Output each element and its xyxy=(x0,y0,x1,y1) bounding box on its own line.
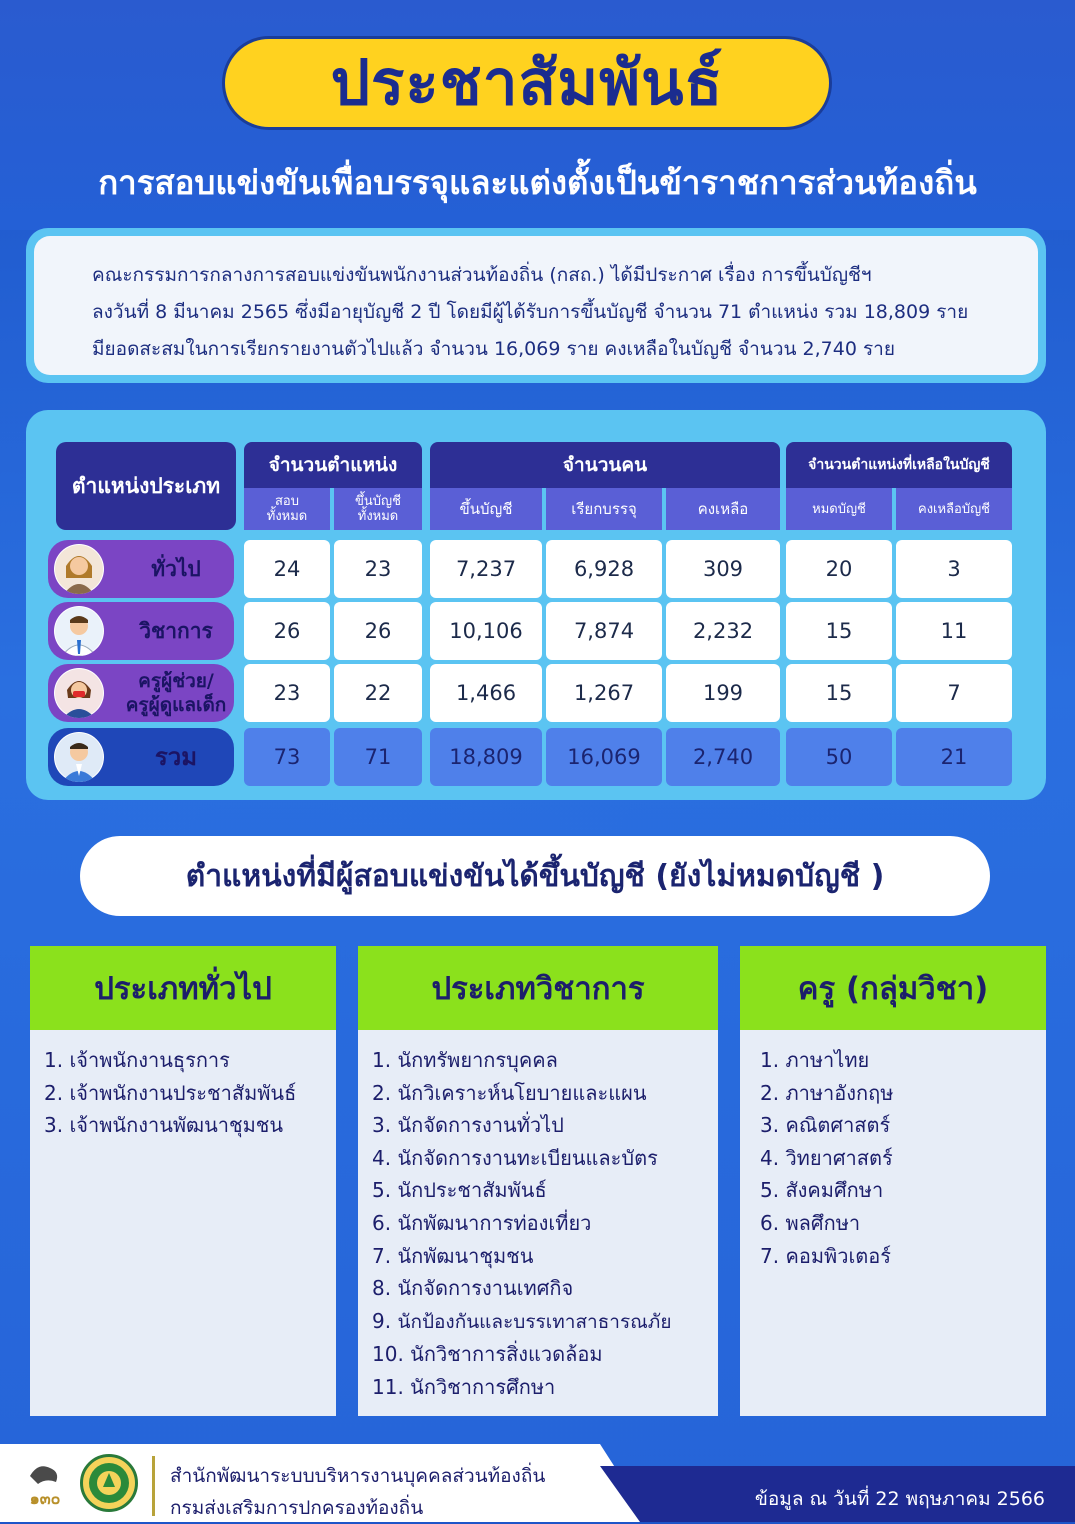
list-item: 4. วิทยาศาสตร์ xyxy=(760,1145,893,1170)
subheader-exam-all: สอบ ทั้งหมด xyxy=(244,488,330,530)
page-title: ประชาสัมพันธ์ xyxy=(330,46,724,119)
table-cell: 1,466 xyxy=(430,664,542,722)
table-cell: 23 xyxy=(244,664,330,722)
row-label-text: ครูผู้ช่วย/ ครูผู้ดูแลเด็ก xyxy=(125,670,227,716)
org-line: สำนักพัฒนาระบบบริหารงานบุคคลส่วนท้องถิ่น xyxy=(170,1465,546,1487)
table-cell: 15 xyxy=(786,602,892,660)
row-label-text: วิชาการ xyxy=(139,619,213,643)
section-title: ตำแหน่งที่มีผู้สอบแข่งขันได้ขึ้นบัญชี (ยังไม่หมดบัญชี ) xyxy=(185,858,885,894)
anniversary-logo-icon xyxy=(16,1454,74,1512)
table-cell: 7,874 xyxy=(546,602,662,660)
list-item: 8. นักจัดการงานเทศกิจ xyxy=(372,1276,574,1301)
list-item: 3. คณิตศาสตร์ xyxy=(760,1113,891,1138)
category-title: ครู (กลุ่มวิชา) xyxy=(740,946,1046,1030)
intro-box xyxy=(26,228,1046,383)
table-cell: 2,232 xyxy=(666,602,780,660)
table-cell: 20 xyxy=(786,540,892,598)
table-total-cell: 71 xyxy=(334,728,422,786)
table-cell: 23 xyxy=(334,540,422,598)
table-cell: 26 xyxy=(334,602,422,660)
page-subtitle: การสอบแข่งขันเพื่อบรรจุและแต่งตั้งเป็นข้าราชการส่วนท้องถิ่น xyxy=(98,163,977,202)
table-total-cell: 73 xyxy=(244,728,330,786)
section-heading xyxy=(80,836,990,916)
intro-text xyxy=(34,236,1038,375)
row-label-academic xyxy=(48,602,234,660)
footer-organization xyxy=(170,1460,545,1524)
list-item: 1. นักทรัพยากรบุคคล xyxy=(372,1048,558,1072)
row-label-total xyxy=(48,728,234,786)
table-cell: 1,267 xyxy=(546,664,662,722)
department-seal-icon xyxy=(80,1454,138,1512)
row-label-text: รวม xyxy=(154,743,198,771)
header-type: ตำแหน่งประเภท xyxy=(56,442,236,530)
category-title: ประเภททั่วไป xyxy=(30,946,336,1030)
person-avatar-icon xyxy=(54,732,104,782)
subheader-listed: ขึ้นบัญชี xyxy=(430,488,542,530)
row-label-general xyxy=(48,540,234,598)
position-list xyxy=(740,1030,1046,1272)
woman-avatar-icon xyxy=(54,544,104,594)
teacher-avatar-icon xyxy=(54,668,104,718)
header-remaining-positions: จำนวนตำแหน่งที่เหลือในบัญชี xyxy=(786,442,1012,488)
list-item: 10. นักวิชาการสิ่งแวดล้อม xyxy=(372,1342,603,1367)
doctor-avatar-icon xyxy=(54,606,104,656)
category-general xyxy=(30,946,336,1416)
table-cell: 7 xyxy=(896,664,1012,722)
header-positions: จำนวนตำแหน่ง xyxy=(244,442,422,488)
row-label-teacher xyxy=(48,664,234,722)
table-total-cell: 21 xyxy=(896,728,1012,786)
list-item: 5. นักประชาสัมพันธ์ xyxy=(372,1178,547,1203)
table-cell: 7,237 xyxy=(430,540,542,598)
table-total-cell: 50 xyxy=(786,728,892,786)
position-list xyxy=(358,1030,718,1404)
table-cell: 3 xyxy=(896,540,1012,598)
list-item: 2. เจ้าพนักงานประชาสัมพันธ์ xyxy=(44,1080,297,1105)
logo-number: ๑๓๐ xyxy=(29,1489,61,1508)
list-item: 5. สังคมศึกษา xyxy=(760,1178,884,1203)
table-total-cell: 16,069 xyxy=(546,728,662,786)
list-item: 6. พลศึกษา xyxy=(760,1210,861,1235)
list-item: 9. นักป้องกันและบรรเทาสาธารณภัย xyxy=(372,1308,672,1333)
list-item: 7. คอมพิวเตอร์ xyxy=(760,1243,892,1268)
subheader-listed-all: ขึ้นบัญชี ทั้งหมด xyxy=(334,488,422,530)
list-item: 3. เจ้าพนักงานพัฒนาชุมชน xyxy=(44,1113,284,1138)
position-list xyxy=(30,1030,336,1142)
table-cell: 309 xyxy=(666,540,780,598)
table-cell: 22 xyxy=(334,664,422,722)
list-item: 1. เจ้าพนักงานธุรการ xyxy=(44,1048,230,1072)
table-cell: 15 xyxy=(786,664,892,722)
list-item: 3. นักจัดการงานทั่วไป xyxy=(372,1113,564,1138)
header-people: จำนวนคน xyxy=(430,442,780,488)
table-cell: 26 xyxy=(244,602,330,660)
table-total-cell: 2,740 xyxy=(666,728,780,786)
table-cell: 199 xyxy=(666,664,780,722)
list-item: 2. นักวิเคราะห์นโยบายและแผน xyxy=(372,1080,647,1105)
table-cell: 6,928 xyxy=(546,540,662,598)
subheader-remain: คงเหลือ xyxy=(666,488,780,530)
table-cell: 10,106 xyxy=(430,602,542,660)
intro-line: มียอดสะสมในการเรียกรายงานตัวไปแล้ว จำนวน 16,069 ราย คงเหลือในบัญชี จำนวน 2,740 ราย xyxy=(92,338,895,360)
table-total-cell: 18,809 xyxy=(430,728,542,786)
category-academic xyxy=(358,946,718,1416)
intro-line: ลงวันที่ 8 มีนาคม 2565 ซึ่งมีอายุบัญชี 2 ปี โดยมีผู้ได้รับการขึ้นบัญชี จำนวน 71 ตำแหน่ง รวม 18,809 ราย xyxy=(92,301,969,323)
subheader-exhausted: หมดบัญชี xyxy=(786,488,892,530)
list-item: 1. ภาษาไทย xyxy=(760,1048,870,1072)
list-item: 2. ภาษาอังกฤษ xyxy=(760,1080,894,1105)
category-teacher xyxy=(740,946,1046,1416)
footer-divider xyxy=(152,1456,155,1516)
intro-line: คณะกรรมการกลางการสอบแข่งขันพนักงานส่วนท้องถิ่น (กสถ.) ได้มีประกาศ เรื่อง การขึ้นบัญชีฯ xyxy=(92,264,872,286)
table-cell: 11 xyxy=(896,602,1012,660)
data-as-of-date: ข้อมูล ณ วันที่ 22 พฤษภาคม 2566 xyxy=(754,1488,1045,1510)
title-banner xyxy=(222,36,832,130)
subheader-called: เรียกบรรจุ xyxy=(546,488,662,530)
list-item: 11. นักวิชาการศึกษา xyxy=(372,1374,556,1399)
category-title: ประเภทวิชาการ xyxy=(358,946,718,1030)
list-item: 6. นักพัฒนาการท่องเที่ยว xyxy=(372,1210,592,1235)
list-item: 7. นักพัฒนาชุมชน xyxy=(372,1243,534,1268)
subheader-remain-list: คงเหลือบัญชี xyxy=(896,488,1012,530)
table-cell: 24 xyxy=(244,540,330,598)
org-line: กรมส่งเสริมการปกครองท้องถิ่น xyxy=(170,1497,424,1519)
list-item: 4. นักจัดการงานทะเบียนและบัตร xyxy=(372,1145,658,1170)
row-label-text: ทั่วไป xyxy=(151,557,201,581)
